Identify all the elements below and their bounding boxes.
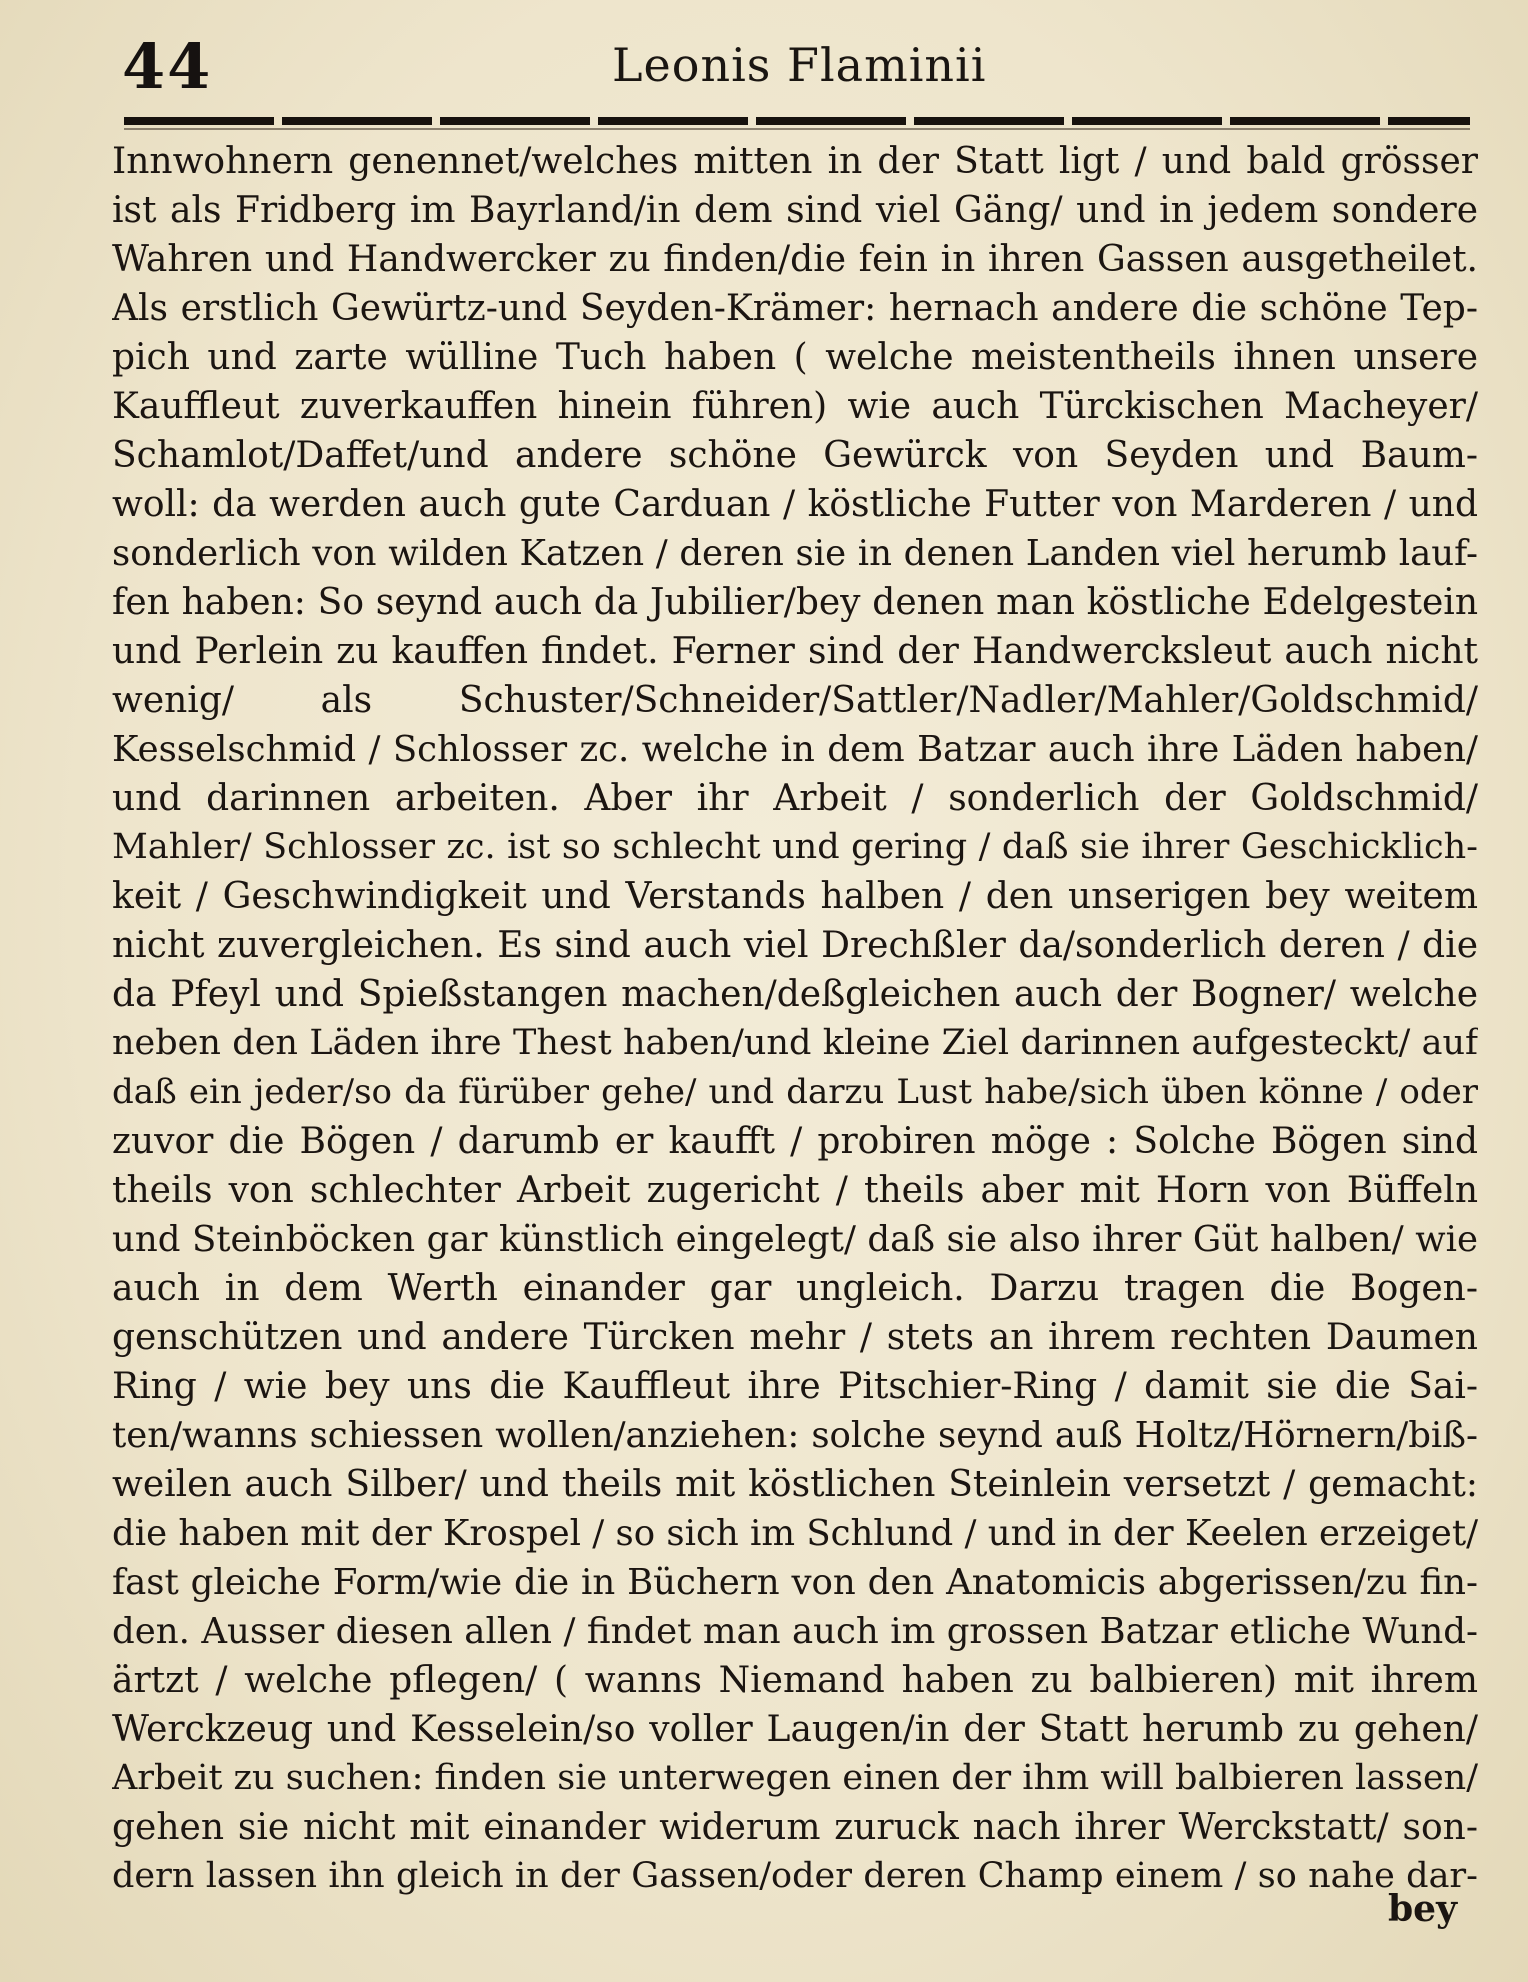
text-line: Werckzeug und Kesselein/so voller Laugen/in der Statt herumb zu gehen/ bbox=[112, 1709, 1478, 1750]
text-line: den. Ausser diesen allen / findet man auch im grossen Batzar etliche Wund- bbox=[112, 1611, 1478, 1652]
text-line: die haben mit der Krospel / so sich im Schlund / und in der Keelen erzeiget/ bbox=[112, 1513, 1478, 1554]
text-line: theils von schlechter Arbeit zugericht / theils aber mit Horn von Büffeln bbox=[112, 1170, 1478, 1211]
text-line: ten/wanns schiessen wollen/anziehen: solche seynd auß Holtz/Hörnern/biß- bbox=[112, 1415, 1478, 1456]
text-line: Als erstlich Gewürtz-und Seyden-Krämer: hernach andere die schöne Tep- bbox=[112, 288, 1478, 329]
page-number: 44 bbox=[122, 30, 213, 103]
text-line: und Perlein zu kauffen findet. Ferner sind der Handwercksleut auch nicht bbox=[112, 631, 1478, 672]
text-line: zuvor die Bögen / darumb er kaufft / probiren möge : Solche Bögen sind bbox=[112, 1121, 1478, 1162]
text-line: sonderlich von wilden Katzen / deren sie in denen Landen viel herumb lauf- bbox=[112, 533, 1478, 574]
text-line: fast gleiche Form/wie die in Büchern von den Anatomicis abgerissen/zu fin- bbox=[112, 1562, 1478, 1603]
text-line: und Steinböcken gar künstlich eingelegt/ daß sie also ihrer Güt halben/ wie bbox=[112, 1219, 1478, 1260]
text-line: ärtzt / welche pflegen/ ( wanns Niemand haben zu balbieren) mit ihrem bbox=[112, 1660, 1478, 1701]
text-line: Kauffleut zuverkauffen hinein führen) wie auch Türckischen Macheyer/ bbox=[112, 386, 1478, 427]
text-line: woll: da werden auch gute Carduan / köstliche Futter von Marderen / und bbox=[112, 484, 1478, 525]
text-line: gehen sie nicht mit einander widerum zuruck nach ihrer Werckstatt/ son- bbox=[112, 1807, 1478, 1848]
text-line: keit / Geschwindigkeit und Verstands halben / den unserigen bey weitem bbox=[112, 876, 1478, 917]
text-line: Ring / wie bey uns die Kauffleut ihre Pitschier-Ring / damit sie die Sai- bbox=[112, 1366, 1478, 1407]
catchword: bey bbox=[1388, 1888, 1457, 1930]
body-text bbox=[112, 137, 1478, 1901]
text-line: Innwohnern genennet/welches mitten in der Statt ligt / und bald grösser bbox=[112, 141, 1478, 182]
header-rule-thin bbox=[124, 128, 1470, 130]
text-line: genschützen und andere Türcken mehr / stets an ihrem rechten Daumen bbox=[112, 1317, 1478, 1358]
text-line: neben den Läden ihre Thest haben/und kleine Ziel darinnen aufgesteckt/ auf bbox=[112, 1023, 1478, 1063]
text-line: dern lassen ihn gleich in der Gassen/oder deren Champ einem / so nahe dar- bbox=[112, 1856, 1478, 1896]
text-line: ist als Fridberg im Bayrland/in dem sind viel Gäng/ und in jedem sondere bbox=[112, 190, 1478, 231]
text-line: Schamlot/Daffet/und andere schöne Gewürck von Seyden und Baum- bbox=[112, 435, 1478, 476]
text-line: Arbeit zu suchen: finden sie unterwegen einen der ihm will balbieren lassen/ bbox=[112, 1758, 1478, 1798]
header-rule bbox=[124, 117, 1470, 125]
text-line: da Pfeyl und Spießstangen machen/deßgleichen auch der Bogner/ welche bbox=[112, 974, 1478, 1015]
text-line: nicht zuvergleichen. Es sind auch viel Drechßler da/sonderlich deren / die bbox=[112, 925, 1478, 966]
text-line: Mahler/ Schlosser zc. ist so schlecht und gering / daß sie ihrer Geschicklich- bbox=[112, 827, 1478, 867]
text-line: pich und zarte wülline Tuch haben ( welche meistentheils ihnen unsere bbox=[112, 337, 1478, 378]
text-line: wenig/ als Schuster/Schneider/Sattler/Nadler/Mahler/Goldschmid/ bbox=[112, 680, 1478, 721]
text-line: auch in dem Werth einander gar ungleich. Darzu tragen die Bogen- bbox=[112, 1268, 1478, 1309]
text-line: Wahren und Handwercker zu finden/die fein in ihren Gassen ausgetheilet. bbox=[112, 239, 1478, 280]
text-line: fen haben: So seynd auch da Jubilier/bey denen man köstliche Edelgestein bbox=[112, 582, 1478, 623]
text-line: weilen auch Silber/ und theils mit köstlichen Steinlein versetzt / gemacht: bbox=[112, 1464, 1478, 1505]
text-line: daß ein jeder/so da fürüber gehe/ und darzu Lust habe/sich üben könne / oder bbox=[112, 1072, 1478, 1112]
text-line: und darinnen arbeiten. Aber ihr Arbeit / sonderlich der Goldschmid/ bbox=[112, 778, 1478, 819]
text-line: Kesselschmid / Schlosser zc. welche in dem Batzar auch ihre Läden haben/ bbox=[112, 729, 1478, 770]
running-title: Leonis Flaminii bbox=[612, 38, 987, 92]
